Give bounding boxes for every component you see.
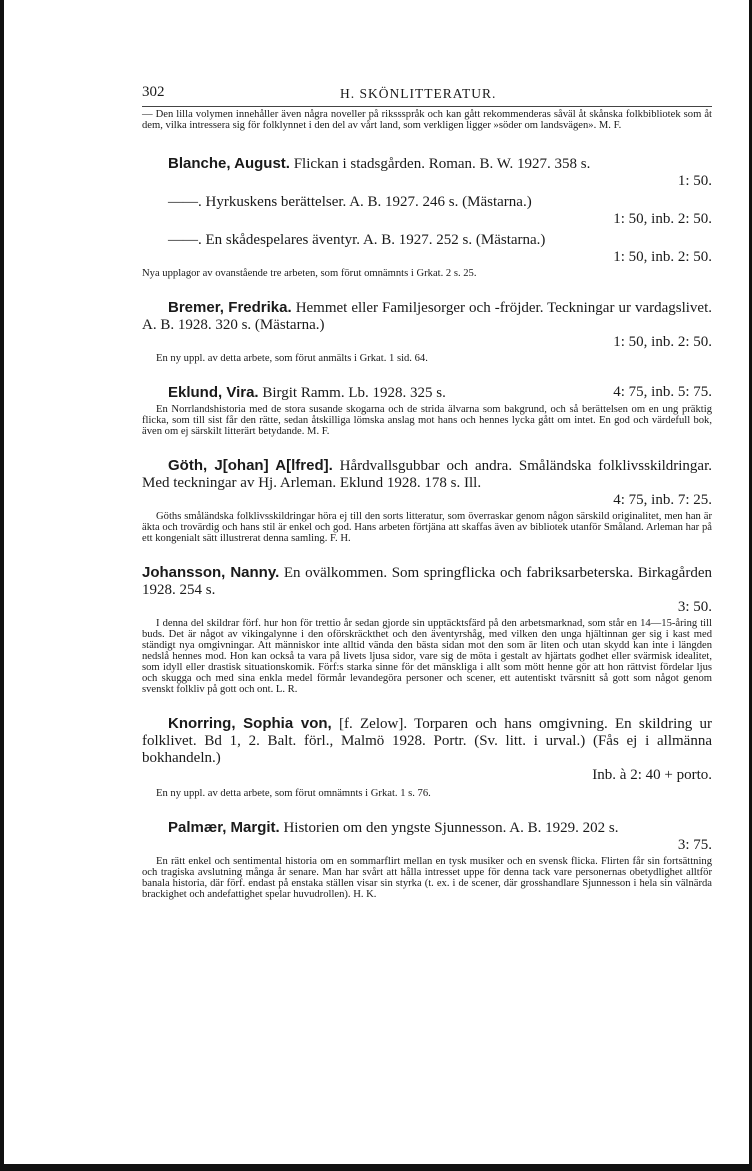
entry-palmaer	[142, 819, 712, 837]
entry-text: Hårdvallsgubbar och andra. Småländska folklivsskildringar. Med teckningar av Hj. Arleman. Eklund 1928. 178 s. Ill.	[142, 458, 713, 491]
entry-price: 3: 75.	[677, 837, 712, 853]
entry-text: [f. Zelow]. Torparen och hans omgivning. En skildring ur folklivet. Bd 1, 2. Balt. förl., Malmö 1928. Portr. (Sv. litt. i urval.) (Fås ej i allmänna bokhandeln.)	[142, 716, 713, 766]
entry-knorring	[142, 715, 712, 767]
entry-price: 1: 50, inb. 2: 50.	[613, 211, 712, 227]
entry-note: En ny uppl. av detta arbete, som förut anmälts i Grkat. 1 sid. 64.	[156, 353, 428, 364]
entry-text: Hemmet eller Familjesorger och -fröjder. Teckningar ur vardagslivet. A. B. 1928. 320 s. (Mästarna.)	[142, 300, 713, 333]
entry-review: En rätt enkel och sentimental historia om en sommarflirt mellan en tysk musiker och en svensk flicka. Flirten får sin fortsättning och tragiska avslutning många år senare. Man har svårt att hålla intresset uppe för denna tack vare personernas obetydlighet alltför banala historia, där förf. endast på enstaka ställen visar sin styrka (t. ex. i de scener, där grosshandlare Sjunnesson i hela sin välnärda brackighet och andefattighet spelar huvudrollen). H. K.	[142, 856, 712, 900]
entry-title-line: ——. En skådespelares äventyr. A. B. 1927. 252 s. (Mästarna.)	[168, 232, 546, 248]
entry-text: En ovälkommen. Som springflicka och fabriksarbeterska. Birkagården 1928. 254 s.	[142, 565, 712, 598]
entry-review: I denna del skildrar förf. hur hon för trettio år sedan gjorde sin upptäcktsfärd på den arbetsmarknad, som står en 14—15-åring till buds. Det är något av vikingalynne i den oförskräckthet och den äventyrshåg, med vilken den unga hjältinnan ger sig i kast med ständigt nya omgivningar. Att människor inte alltid vända den bästa sidan mot den som är liten och utan skydd kan inte i längden nedslå hennes mod. Hon kan också ta vara på livets ljusa sidor, vare sig de möta i gestalt av hjärtats godhet eller svärmisk idealitet, som idyll eller drastisk situationskomik. Förf:s starka sinne för det mänskliga i allt som mött henne gör att hon rättvist fördelar ljus och skugga och med sina enkla medel förmår levandegöra personer och scener, ett autentiskt tvärsnitt så gott som något genom svenskt folkliv på gott och ont. L. R.	[142, 618, 712, 695]
entry-price: 4: 75, inb. 5: 75.	[613, 384, 712, 400]
entry-price: Inb. à 2: 40 + porto.	[592, 767, 712, 783]
entry-review: Göths småländska folklivsskildringar höra ej till den sorts litteratur, som överraskar genom någon särskild originalitet, men han är äkta och trovärdig och hans stil är enkel och god. Hans arbeten förtjäna att skaffas även av bibliotek utanför Småland. Arleman har på ett kongenialt sätt illustrerat denna samling. F. H.	[142, 511, 712, 544]
author-name: Johansson, Nanny.	[142, 564, 280, 581]
entry-text: Historien om den yngste Sjunnesson. A. B. 1929. 202 s.	[283, 820, 619, 836]
entry-goth	[142, 457, 712, 492]
author-name: Knorring, Sophia von,	[168, 715, 332, 732]
entry-note: Nya upplagor av ovanstående tre arbeten, som förut omnämnts i Grkat. 2 s. 25.	[142, 268, 477, 279]
scan-border-bottom	[0, 1164, 752, 1171]
entry-price: 4: 75, inb. 7: 25.	[613, 492, 712, 508]
author-name: Göth, J[ohan] A[lfred].	[168, 457, 333, 474]
author-name: Palmær, Margit.	[168, 819, 280, 836]
entry-price: 3: 50.	[677, 599, 712, 615]
entry-text: Birgit Ramm. Lb. 1928. 325 s.	[262, 385, 446, 401]
intro-review-note: — Den lilla volymen innehåller även några noveller på rikssspråk och kan gått rekommenderas såväl åt skånska folkbibliotek som åt dem, vilka intressera sig för folklynnet i den del av vårt land, som verkligen ligger »söder om landsvägen». M. F.	[142, 109, 712, 131]
author-name: Blanche, August.	[168, 155, 290, 172]
entry-note: En ny uppl. av detta arbete, som förut omnämnts i Grkat. 1 s. 76.	[156, 788, 431, 799]
author-name: Bremer, Fredrika.	[168, 299, 292, 316]
entry-review: En Norrlandshistoria med de stora susande skogarna och de strida älvarna som bakgrund, och så berättelsen om en ung präktig flicka, som till sist får den rätte, sedan åtskilliga lömska anslag mot hans och hennes lycka gått om intet. En god och värdefull bok, även om ej särskilt litterärt betydande. M. F.	[142, 404, 712, 437]
entry-blanche	[142, 155, 712, 173]
section-title: H. SKÖNLITTERATUR.	[340, 86, 497, 101]
entry-title-line: ——. Hyrkuskens berättelser. A. B. 1927. 246 s. (Mästarna.)	[168, 194, 532, 210]
header-rule	[142, 106, 712, 107]
entry-johansson	[142, 564, 712, 599]
book-page	[142, 82, 712, 900]
entry-price: 1: 50, inb. 2: 50.	[613, 249, 712, 265]
entry-bremer	[142, 299, 712, 334]
entry-title-line: Flickan i stadsgården. Roman. B. W. 1927. 358 s.	[293, 156, 591, 172]
entry-price: 1: 50.	[677, 173, 712, 189]
scan-border-left	[0, 0, 4, 1171]
author-name: Eklund, Vira.	[168, 384, 259, 401]
page-number: 302	[142, 84, 165, 100]
running-head	[142, 82, 712, 102]
entry-price: 1: 50, inb. 2: 50.	[613, 334, 712, 350]
entry-eklund	[142, 384, 712, 402]
